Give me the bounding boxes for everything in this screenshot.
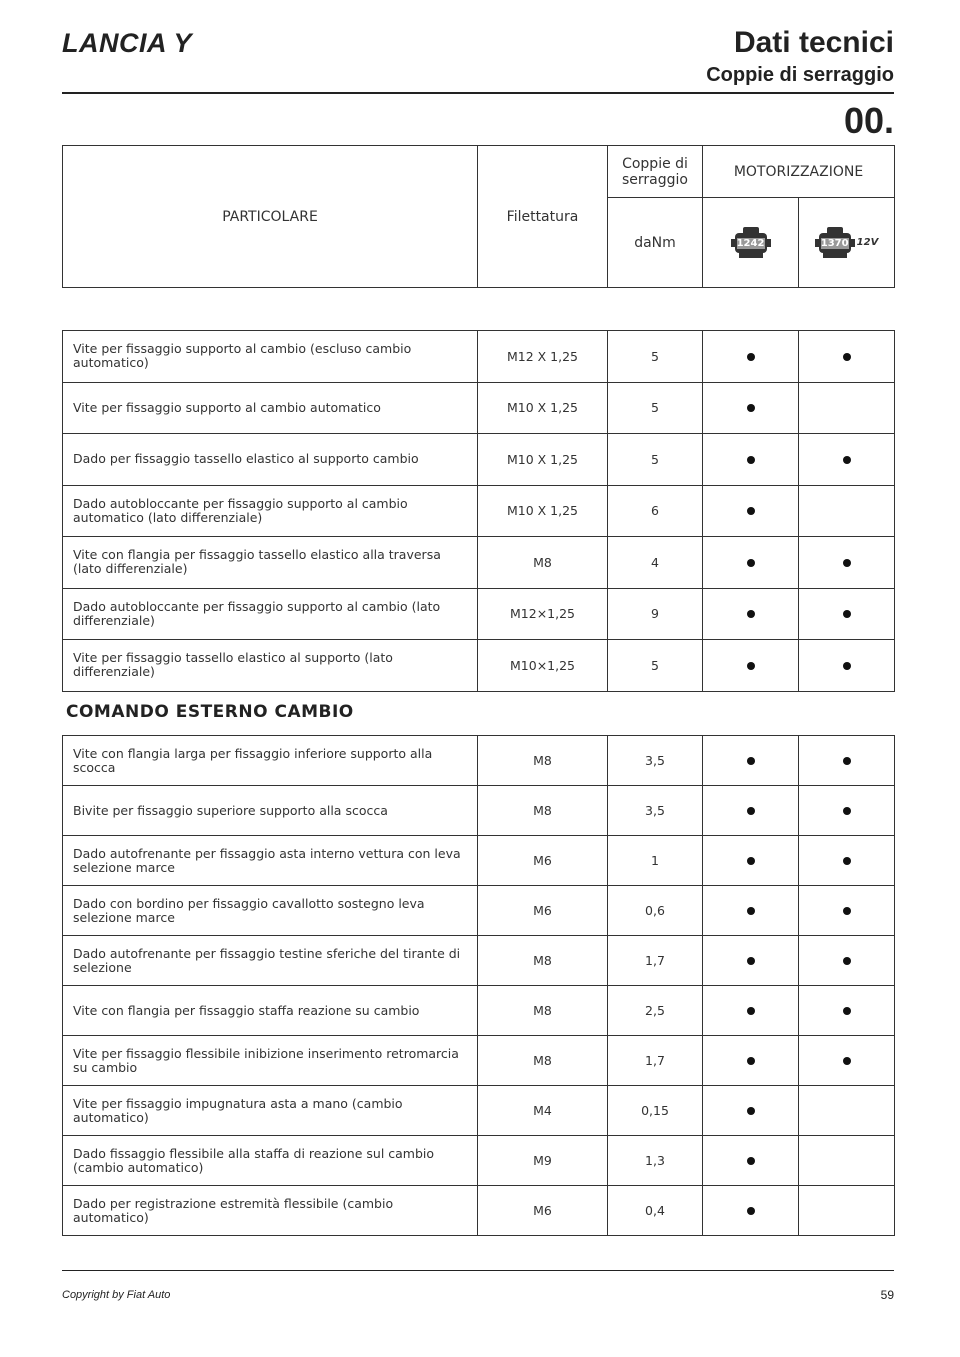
engine-applicable-cell bbox=[799, 640, 895, 692]
header-particolare: PARTICOLARE bbox=[63, 146, 478, 288]
row-thread: M10×1,25 bbox=[478, 640, 608, 692]
engine-applicable-cell bbox=[799, 537, 895, 589]
row-description: Dado per fissaggio tassello elastico al supporto cambio bbox=[63, 434, 478, 486]
row-description: Dado autobloccante per fissaggio supporto al cambio automatico (lato differenziale) bbox=[63, 485, 478, 537]
row-description: Dado autofrenante per fissaggio asta interno vettura con leva selezione marce bbox=[63, 836, 478, 886]
row-torque: 3,5 bbox=[608, 736, 703, 786]
table-row bbox=[63, 485, 895, 537]
row-description: Bivite per fissaggio superiore supporto alla scocca bbox=[63, 786, 478, 836]
applicable-dot-icon bbox=[747, 1157, 755, 1165]
engine-applicable-cell bbox=[799, 886, 895, 936]
row-description: Dado autofrenante per fissaggio testine sferiche del tirante di selezione bbox=[63, 936, 478, 986]
engine-applicable-cell bbox=[703, 836, 799, 886]
header-engine-1 bbox=[703, 198, 799, 288]
table-row bbox=[63, 1036, 895, 1086]
table-row bbox=[63, 331, 895, 383]
applicable-dot-icon bbox=[747, 662, 755, 670]
engine-applicable-cell bbox=[703, 537, 799, 589]
engine-2-suffix: 12V bbox=[856, 237, 879, 248]
row-torque: 5 bbox=[608, 640, 703, 692]
applicable-dot-icon bbox=[843, 559, 851, 567]
applicable-dot-icon bbox=[747, 1207, 755, 1215]
row-thread: M4 bbox=[478, 1086, 608, 1136]
engine-applicable-cell bbox=[799, 736, 895, 786]
table-row bbox=[63, 986, 895, 1036]
row-thread: M8 bbox=[478, 986, 608, 1036]
engine-applicable-cell bbox=[703, 331, 799, 383]
section-title: COMANDO ESTERNO CAMBIO bbox=[66, 702, 354, 722]
page-title: Dati tecnici bbox=[733, 26, 894, 59]
table-row bbox=[63, 1136, 895, 1186]
applicable-dot-icon bbox=[843, 757, 851, 765]
row-description: Vite con flangia per fissaggio staffa reazione su cambio bbox=[63, 986, 478, 1036]
applicable-dot-icon bbox=[747, 456, 755, 464]
applicable-dot-icon bbox=[843, 807, 851, 815]
footer-copyright: Copyright by Fiat Auto bbox=[62, 1289, 171, 1301]
engine-applicable-cell bbox=[799, 485, 895, 537]
engine-applicable-cell bbox=[799, 1186, 895, 1236]
table-row bbox=[63, 382, 895, 434]
table-row bbox=[63, 936, 895, 986]
engine-applicable-cell bbox=[703, 736, 799, 786]
row-torque: 4 bbox=[608, 537, 703, 589]
page-number: 59 bbox=[880, 1288, 894, 1302]
engine-applicable-cell bbox=[799, 331, 895, 383]
row-thread: M9 bbox=[478, 1136, 608, 1186]
engine-applicable-cell bbox=[799, 434, 895, 486]
engine-applicable-cell bbox=[799, 786, 895, 836]
row-thread: M12×1,25 bbox=[478, 588, 608, 640]
row-thread: M6 bbox=[478, 886, 608, 936]
applicable-dot-icon bbox=[843, 1007, 851, 1015]
row-description: Vite per fissaggio supporto al cambio automatico bbox=[63, 382, 478, 434]
row-description: Vite per fissaggio supporto al cambio (escluso cambio automatico) bbox=[63, 331, 478, 383]
table-row bbox=[63, 640, 895, 692]
applicable-dot-icon bbox=[747, 1107, 755, 1115]
engine-applicable-cell bbox=[799, 1136, 895, 1186]
table-row bbox=[63, 588, 895, 640]
row-thread: M8 bbox=[478, 936, 608, 986]
row-torque: 0,6 bbox=[608, 886, 703, 936]
header-coppie: Coppie di serraggio bbox=[608, 146, 703, 198]
row-torque: 3,5 bbox=[608, 786, 703, 836]
row-description: Dado per registrazione estremità flessibile (cambio automatico) bbox=[63, 1186, 478, 1236]
row-torque: 0,15 bbox=[608, 1086, 703, 1136]
applicable-dot-icon bbox=[843, 662, 851, 670]
row-torque: 1,7 bbox=[608, 936, 703, 986]
engine-applicable-cell bbox=[799, 1036, 895, 1086]
row-torque: 0,4 bbox=[608, 1186, 703, 1236]
row-thread: M6 bbox=[478, 836, 608, 886]
applicable-dot-icon bbox=[747, 757, 755, 765]
header-table bbox=[62, 145, 895, 288]
applicable-dot-icon bbox=[747, 610, 755, 618]
table-row bbox=[63, 886, 895, 936]
applicable-dot-icon bbox=[747, 353, 755, 361]
row-description: Dado fissaggio flessibile alla staffa di reazione sul cambio (cambio automatico) bbox=[63, 1136, 478, 1186]
row-torque: 2,5 bbox=[608, 986, 703, 1036]
header-rule bbox=[62, 92, 894, 94]
applicable-dot-icon bbox=[843, 456, 851, 464]
engine-1-label: 1242 bbox=[736, 237, 765, 249]
engine-applicable-cell bbox=[703, 588, 799, 640]
page-subtitle: Coppie di serraggio bbox=[706, 64, 894, 86]
header-engine-2 bbox=[799, 198, 895, 288]
engine-applicable-cell bbox=[799, 588, 895, 640]
engine-applicable-cell bbox=[703, 1086, 799, 1136]
engine-applicable-cell bbox=[703, 1036, 799, 1086]
row-torque: 6 bbox=[608, 485, 703, 537]
row-torque: 5 bbox=[608, 382, 703, 434]
row-description: Vite con flangia per fissaggio tassello elastico alla traversa (lato differenziale) bbox=[63, 537, 478, 589]
engine-applicable-cell bbox=[703, 986, 799, 1036]
engine-applicable-cell bbox=[703, 1136, 799, 1186]
row-description: Vite con flangia larga per fissaggio inferiore supporto alla scocca bbox=[63, 736, 478, 786]
applicable-dot-icon bbox=[747, 857, 755, 865]
row-thread: M8 bbox=[478, 1036, 608, 1086]
engine-2-label: 1370 bbox=[820, 237, 849, 249]
applicable-dot-icon bbox=[747, 559, 755, 567]
table-row bbox=[63, 1086, 895, 1136]
engine-icon bbox=[815, 227, 855, 259]
engine-applicable-cell bbox=[703, 640, 799, 692]
applicable-dot-icon bbox=[843, 610, 851, 618]
row-thread: M10 X 1,25 bbox=[478, 382, 608, 434]
engine-applicable-cell bbox=[703, 1186, 799, 1236]
row-thread: M6 bbox=[478, 1186, 608, 1236]
row-torque: 5 bbox=[608, 331, 703, 383]
engine-applicable-cell bbox=[799, 986, 895, 1036]
applicable-dot-icon bbox=[843, 353, 851, 361]
applicable-dot-icon bbox=[747, 907, 755, 915]
section-number: 00. bbox=[843, 100, 894, 141]
brand-logo: LANCIA Y bbox=[62, 28, 193, 58]
row-torque: 5 bbox=[608, 434, 703, 486]
table-row bbox=[63, 537, 895, 589]
applicable-dot-icon bbox=[843, 957, 851, 965]
applicable-dot-icon bbox=[843, 857, 851, 865]
row-thread: M10 X 1,25 bbox=[478, 485, 608, 537]
applicable-dot-icon bbox=[843, 1057, 851, 1065]
footer-rule bbox=[62, 1270, 894, 1271]
row-torque: 9 bbox=[608, 588, 703, 640]
row-description: Vite per fissaggio flessibile inibizione inserimento retromarcia su cambio bbox=[63, 1036, 478, 1086]
applicable-dot-icon bbox=[747, 807, 755, 815]
engine-applicable-cell bbox=[799, 936, 895, 986]
row-thread: M8 bbox=[478, 736, 608, 786]
header-motorizzazione: MOTORIZZAZIONE bbox=[703, 146, 895, 198]
applicable-dot-icon bbox=[747, 1007, 755, 1015]
row-description: Vite per fissaggio tassello elastico al supporto (lato differenziale) bbox=[63, 640, 478, 692]
row-torque: 1,7 bbox=[608, 1036, 703, 1086]
torque-table-1 bbox=[62, 330, 895, 692]
engine-applicable-cell bbox=[799, 1086, 895, 1136]
row-description: Vite per fissaggio impugnatura asta a mano (cambio automatico) bbox=[63, 1086, 478, 1136]
engine-applicable-cell bbox=[799, 836, 895, 886]
row-thread: M8 bbox=[478, 786, 608, 836]
row-thread: M8 bbox=[478, 537, 608, 589]
engine-applicable-cell bbox=[703, 936, 799, 986]
engine-icon bbox=[731, 227, 771, 259]
table-row bbox=[63, 836, 895, 886]
header-filettatura: Filettatura bbox=[478, 146, 608, 288]
table-row bbox=[63, 434, 895, 486]
engine-applicable-cell bbox=[799, 382, 895, 434]
engine-applicable-cell bbox=[703, 786, 799, 836]
engine-applicable-cell bbox=[703, 434, 799, 486]
table-row bbox=[63, 1186, 895, 1236]
row-description: Dado autobloccante per fissaggio supporto al cambio (lato differenziale) bbox=[63, 588, 478, 640]
applicable-dot-icon bbox=[747, 1057, 755, 1065]
row-thread: M10 X 1,25 bbox=[478, 434, 608, 486]
engine-applicable-cell bbox=[703, 886, 799, 936]
applicable-dot-icon bbox=[747, 404, 755, 412]
row-description: Dado con bordino per fissaggio cavallotto sostegno leva selezione marce bbox=[63, 886, 478, 936]
row-torque: 1 bbox=[608, 836, 703, 886]
engine-applicable-cell bbox=[703, 485, 799, 537]
applicable-dot-icon bbox=[843, 907, 851, 915]
applicable-dot-icon bbox=[747, 957, 755, 965]
torque-table-2 bbox=[62, 735, 895, 1236]
applicable-dot-icon bbox=[747, 507, 755, 515]
header-unit: daNm bbox=[608, 198, 703, 288]
row-torque: 1,3 bbox=[608, 1136, 703, 1186]
engine-applicable-cell bbox=[703, 382, 799, 434]
row-thread: M12 X 1,25 bbox=[478, 331, 608, 383]
table-row bbox=[63, 786, 895, 836]
table-row bbox=[63, 736, 895, 786]
